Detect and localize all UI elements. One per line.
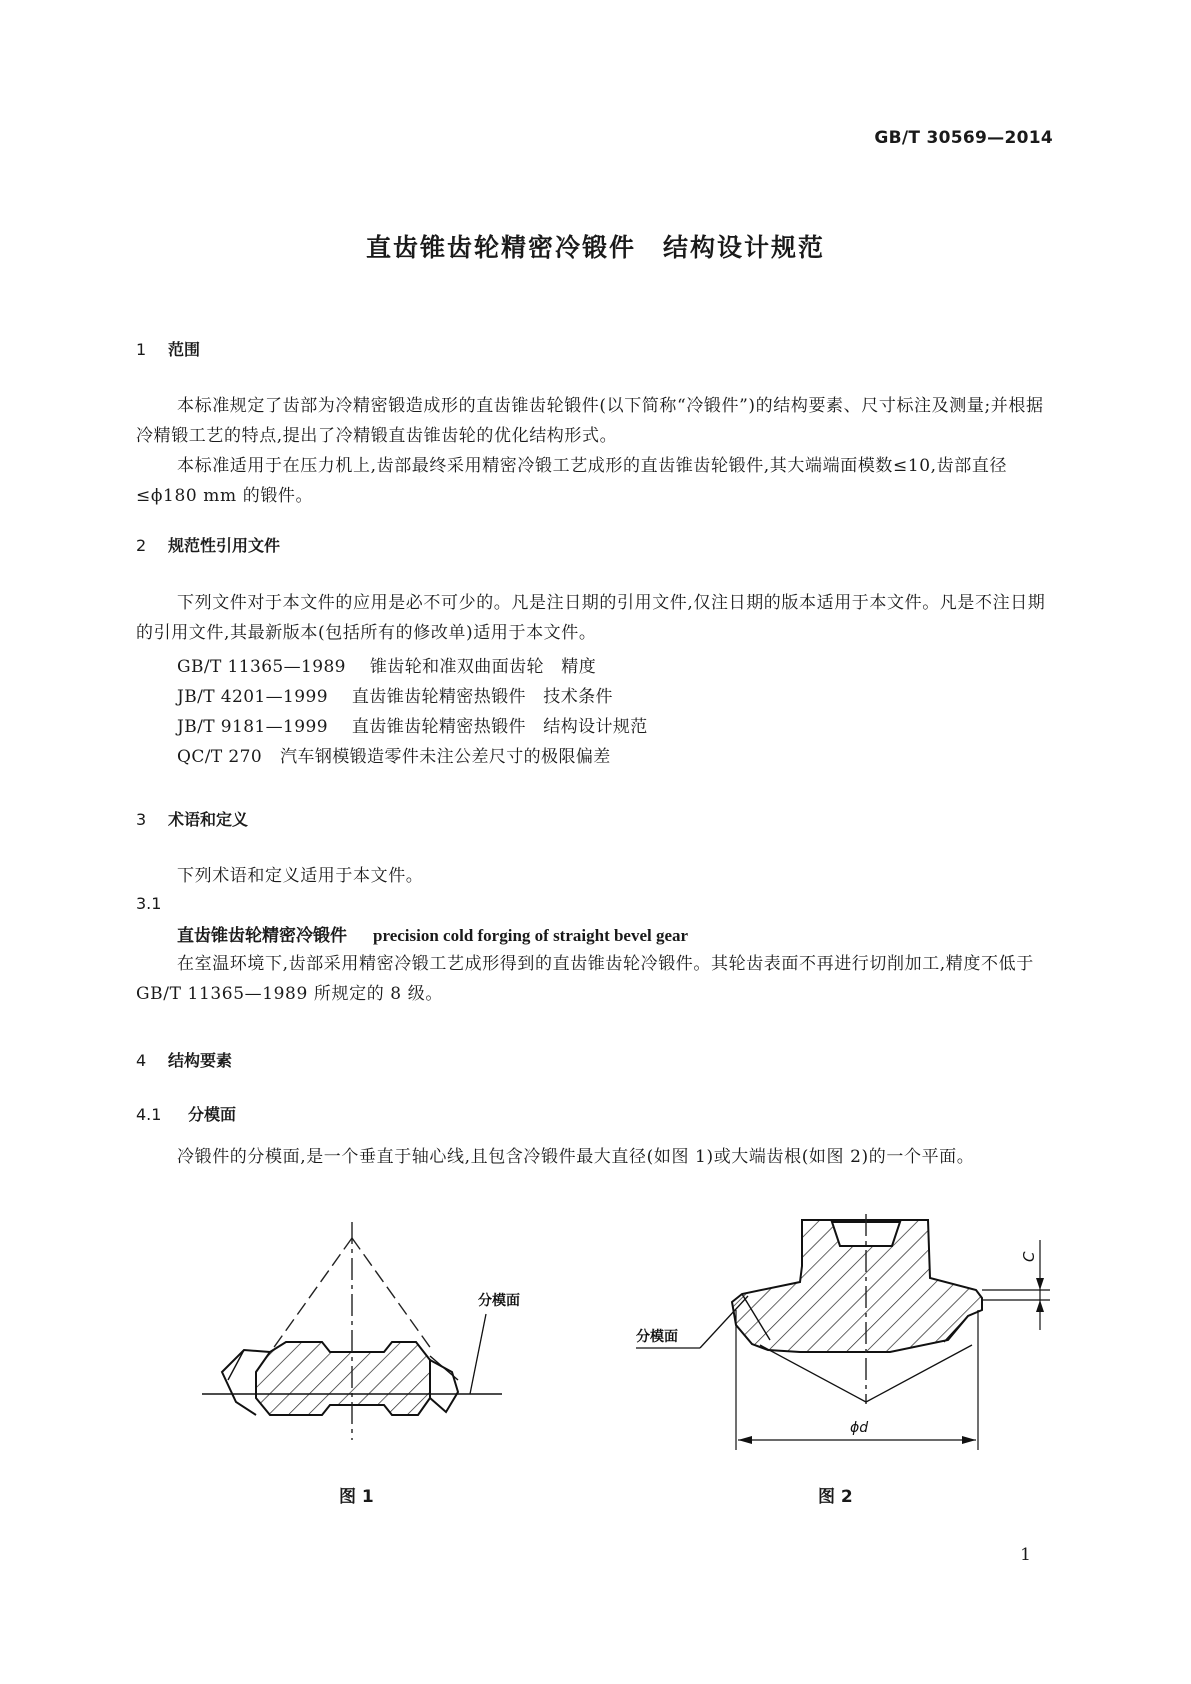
term-english: precision cold forging of straight bevel gear [373,926,689,945]
arrow-head [1036,1300,1044,1312]
reference-item: JB/T 4201—1999 直齿锥齿轮精密热锻件 技术条件 [177,687,613,707]
paragraph: 本标准规定了齿部为冷精密锻造成形的直齿锥齿轮锻件(以下简称“冷锻件”)的结构要素、尺寸标注及测量;并根据冷精锻工艺的特点,提出了冷精锻直齿锥齿轮的优化结构形式。 [136,396,1044,446]
paragraph: 本标准适用于在压力机上,齿部最终采用精密冷锻工艺成形的直齿锥齿轮锻件,其大端端面模数≤10,齿部直径≤ϕ180 mm 的锻件。 [136,456,1008,506]
cone-line [866,1345,972,1402]
gear-section [222,1342,458,1415]
section-number: 4 [136,1051,147,1070]
definition: 在室温环境下,齿部采用精密冷锻工艺成形得到的直齿锥齿轮冷锻件。其轮齿表面不再进行切削加工,精度不低于 GB/T 11365—1989 所规定的 8 级。 [136,954,1034,1004]
section-3-heading [136,807,248,830]
section-title: 范围 [168,340,201,359]
arrow-head [962,1436,976,1444]
term-entry [177,921,688,946]
reference-item: QC/T 270 汽车钢模锻造零件未注公差尺寸的极限偏差 [177,747,611,767]
c-dimension-label: C [1020,1251,1038,1262]
parting-surface-label: 分模面 [478,1293,520,1309]
pitch-cone-line [272,1238,352,1350]
reference-item: JB/T 9181—1999 直齿锥齿轮精密热锻件 结构设计规范 [177,717,648,737]
paragraph: 下列术语和定义适用于本文件。 [177,866,424,886]
diameter-label: ϕd [850,1420,869,1436]
parting-surface-label: 分模面 [636,1329,678,1345]
section-2-heading [136,533,280,556]
subsection-title: 分模面 [188,1105,237,1124]
section-number: 2 [136,536,147,555]
section-title: 结构要素 [168,1051,233,1070]
section-number: 3 [136,810,147,829]
paragraph: 下列文件对于本文件的应用是必不可少的。凡是注日期的引用文件,仅注日期的版本适用于本文件。凡是不注日期的引用文件,其最新版本(包括所有的修改单)适用于本文件。 [136,593,1046,643]
subsection-4-1-heading [136,1102,236,1125]
term-number: 3.1 [136,894,162,913]
section-1-heading [136,337,200,360]
page-number: 1 [1020,1545,1031,1565]
section-number: 1 [136,340,147,359]
figure-1-drawing [190,1215,520,1450]
reference-item: GB/T 11365—1989 锥齿轮和准双曲面齿轮 精度 [177,657,597,677]
arrow-head [1036,1278,1044,1290]
term-chinese: 直齿锥齿轮精密冷锻件 [177,926,347,946]
figure-2-drawing [620,1210,1070,1470]
pitch-cone-line [352,1238,432,1350]
figure-1-caption: 图 1 [339,1487,374,1507]
section-title: 术语和定义 [168,810,249,829]
standard-code: GB/T 30569—2014 [874,128,1053,148]
section-title: 规范性引用文件 [168,536,281,555]
figure-2-caption: 图 2 [818,1487,853,1507]
paragraph: 冷锻件的分模面,是一个垂直于轴心线,且包含冷锻件最大直径(如图 1)或大端齿根(如图 2)的一个平面。 [177,1147,975,1167]
subsection-number: 4.1 [136,1105,162,1124]
section-4-heading [136,1048,232,1071]
arrow-head [738,1436,752,1444]
document-title: 直齿锥齿轮精密冷锻件 结构设计规范 [365,233,825,262]
cone-line [760,1345,866,1402]
gear-section [732,1220,982,1352]
leader-line [470,1314,486,1394]
